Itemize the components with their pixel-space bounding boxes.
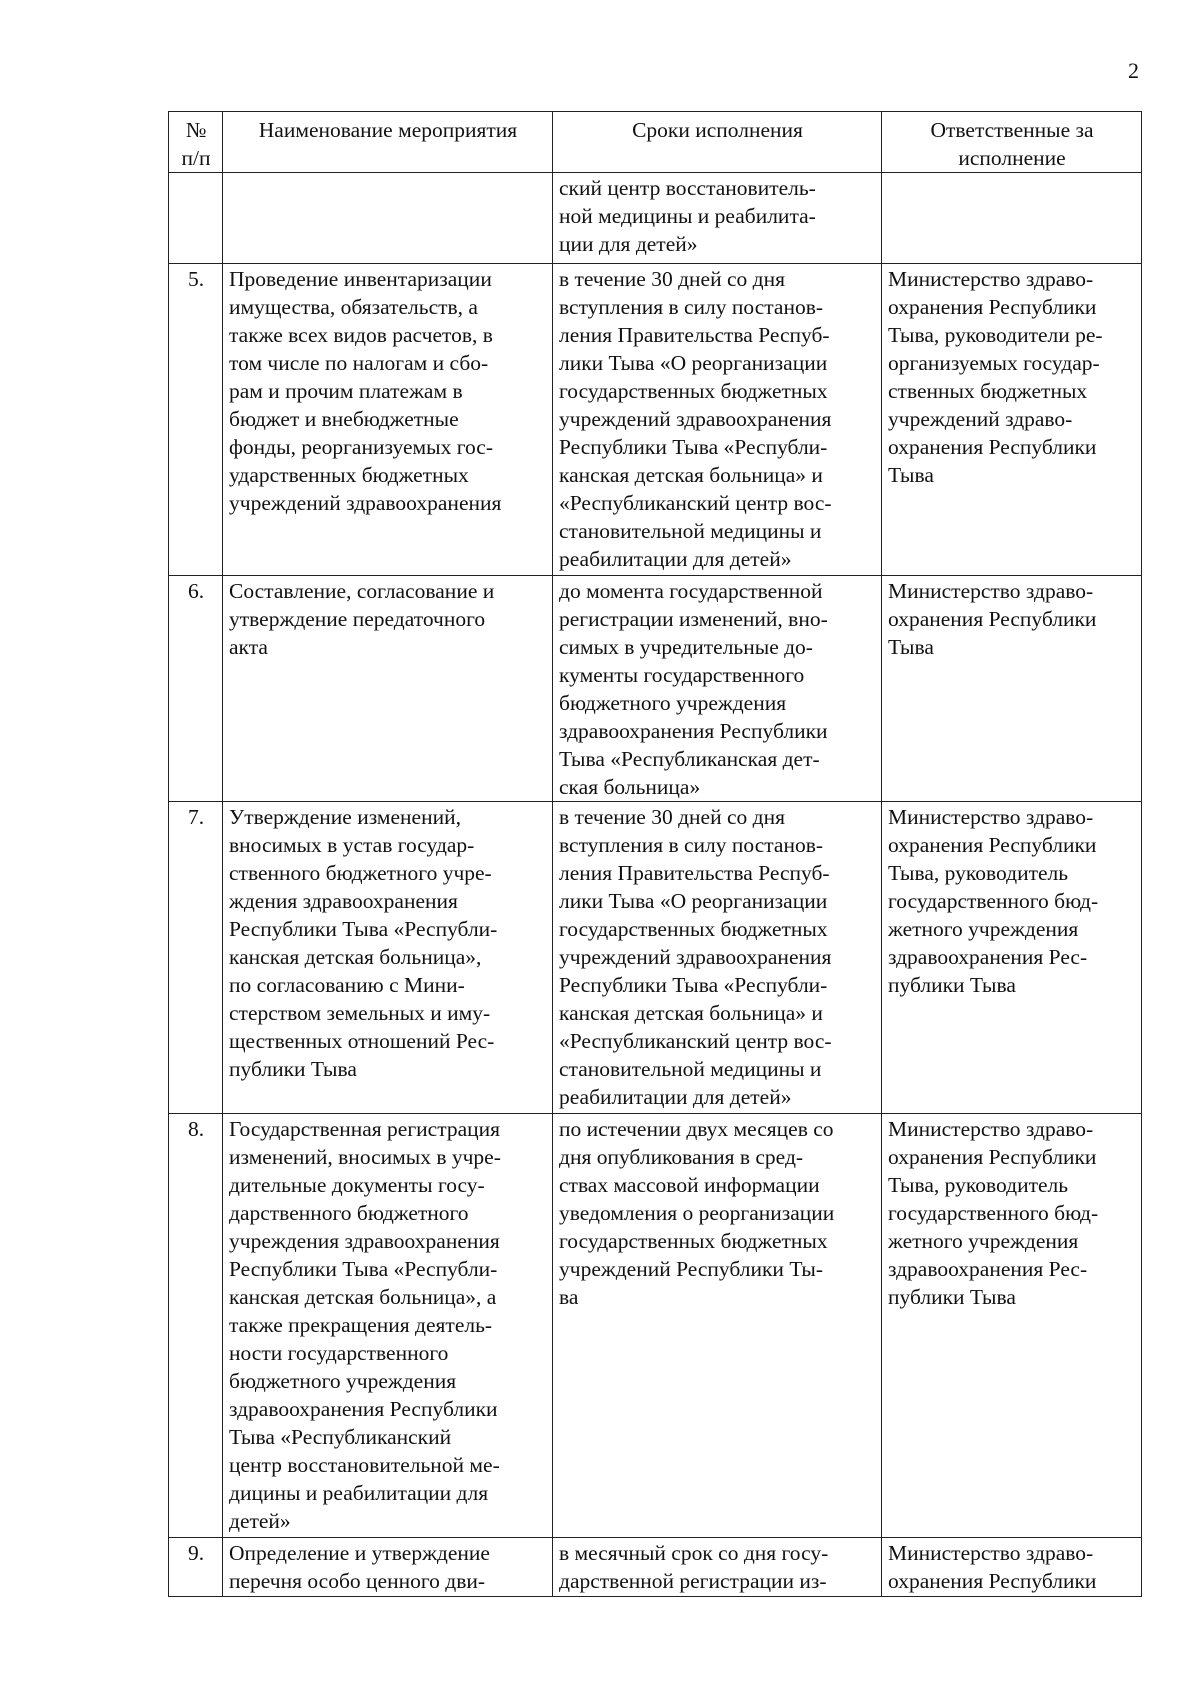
- table-row: [169, 1114, 1142, 1538]
- header-deadline: Сроки исполнения: [553, 112, 882, 173]
- row-responsible: Министерство здраво- охранения Республики Тыва, руководитель государственного бюд- жетного учреждения здравоохранения Рес- публики Тыва: [882, 802, 1142, 1114]
- row-number: 8.: [169, 1114, 223, 1538]
- row-responsible: Министерство здраво- охранения Республики Тыва: [882, 576, 1142, 802]
- row-number: [169, 173, 223, 264]
- row-deadline: до момента государственной регистрации изменений, вно- симых в учредительные до- кументы государственного бюджетного учреждения здравоохранения Республики Тыва «Республиканская дет- ская больница»: [553, 576, 882, 802]
- table-row: [169, 576, 1142, 802]
- row-event-name: Государственная регистрация изменений, вносимых в учре- дительные документы госу- дарственного бюджетного учреждения здравоохранения Республики Тыва «Республи- канская детская больница», а также прекращения деятель- ности государственного бюджетного учреждения здравоохранения Республики Тыва «Республиканский центр восстановительной ме- дицины и реабилитации для детей»: [223, 1114, 553, 1538]
- row-deadline: по истечении двух месяцев со дня опубликования в сред- ствах массовой информации уведомления о реорганизации государственных бюджетных учреждений Республики Ты- ва: [553, 1114, 882, 1538]
- row-deadline: ский центр восстановитель- ной медицины и реабилита- ции для детей»: [553, 173, 882, 264]
- row-number: 7.: [169, 802, 223, 1114]
- row-responsible: Министерство здраво- охранения Республики Тыва, руководитель государственного бюд- жетного учреждения здравоохранения Рес- публики Тыва: [882, 1114, 1142, 1538]
- row-responsible: Министерство здраво- охранения Республики: [882, 1538, 1142, 1597]
- row-number: 6.: [169, 576, 223, 802]
- row-event-name: Утверждение изменений, вносимых в устав государ- ственного бюджетного учре- ждения здравоохранения Республики Тыва «Республи- канская детская больница», по согласованию с Мини- стерством земельных и иму- щественных отношений Рес- публики Тыва: [223, 802, 553, 1114]
- events-table: [168, 111, 1142, 1597]
- row-event-name: Составление, согласование и утверждение передаточного акта: [223, 576, 553, 802]
- row-deadline: в месячный срок со дня госу- дарственной регистрации из-: [553, 1538, 882, 1597]
- row-number: 5.: [169, 264, 223, 576]
- table-row: [169, 173, 1142, 264]
- row-deadline: в течение 30 дней со дня вступления в силу постанов- ления Правительства Респуб- лики Тыва «О реорганизации государственных бюджетных учреждений здравоохранения Республики Тыва «Республи- канская детская больница» и «Республиканский центр вос- становительной медицины и реабилитации для детей»: [553, 264, 882, 576]
- header-responsible: Ответственные за исполнение: [882, 112, 1142, 173]
- header-number: № п/п: [169, 112, 223, 173]
- row-event-name: [223, 173, 553, 264]
- row-event-name: Проведение инвентаризации имущества, обязательств, а также всех видов расчетов, в том числе по налогам и сбо- рам и прочим платежам в бюджет и внебюджетные фонды, реорганизуемых гос- ударственных бюджетных учреждений здравоохранения: [223, 264, 553, 576]
- header-event-name: Наименование мероприятия: [223, 112, 553, 173]
- table-row: [169, 802, 1142, 1114]
- table-header-row: [169, 112, 1142, 173]
- row-deadline: в течение 30 дней со дня вступления в силу постанов- ления Правительства Респуб- лики Тыва «О реорганизации государственных бюджетных учреждений здравоохранения Республики Тыва «Республи- канская детская больница» и «Республиканский центр вос- становительной медицины и реабилитации для детей»: [553, 802, 882, 1114]
- row-event-name: Определение и утверждение перечня особо ценного дви-: [223, 1538, 553, 1597]
- page-number: 2: [1128, 58, 1139, 83]
- table-row: [169, 264, 1142, 576]
- table-row: [169, 1538, 1142, 1597]
- row-responsible: Министерство здраво- охранения Республики Тыва, руководители ре- организуемых государ- ственных бюджетных учреждений здраво- охранения Республики Тыва: [882, 264, 1142, 576]
- row-number: 9.: [169, 1538, 223, 1597]
- row-responsible: [882, 173, 1142, 264]
